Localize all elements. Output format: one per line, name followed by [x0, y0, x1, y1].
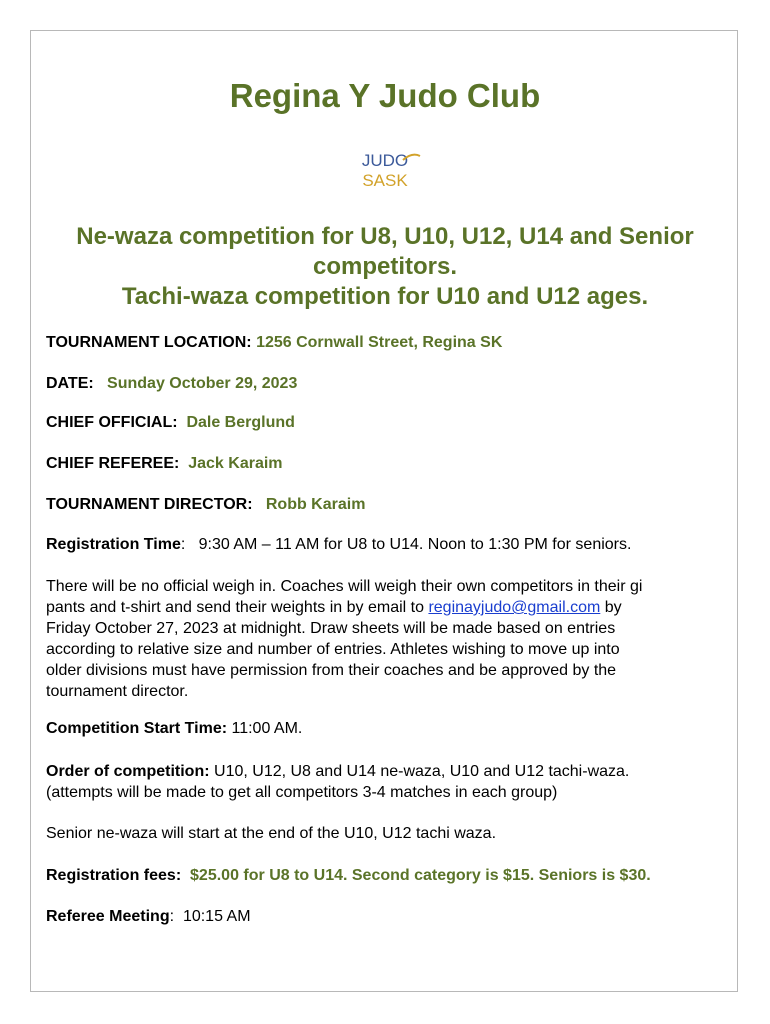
judo-sask-logo [348, 148, 422, 190]
order-line1 [46, 761, 736, 782]
date-label: DATE: [46, 375, 94, 392]
chief-referee-row [46, 453, 283, 474]
headline-line3: Tachi-waza competition for U10 and U12 ages. [121, 283, 649, 310]
location-value: 1256 Cornwall Street, Regina SK [256, 334, 503, 351]
start-time-row [46, 718, 302, 739]
weigh-in-line1: There will be no official weigh in. Coaches will weigh their own competitors in their gi [46, 578, 643, 595]
referee-meeting-row: Referee Meeting: 10:15 AM [46, 908, 251, 925]
fees-value: $25.00 for U8 to U14. Second category is $15. Seniors is $30. [190, 867, 651, 884]
club-title: Regina Y Judo Club [229, 77, 541, 114]
start-time-label: Competition Start Time: [46, 720, 228, 737]
referee-meeting-value: 10:15 AM [182, 908, 251, 925]
headline-line2: competitors. [312, 253, 458, 280]
weigh-in-line3: Friday October 27, 2023 at midnight. Draw sheets will be made based on entries [46, 620, 616, 637]
weigh-in-line4: according to relative size and number of entries. Athletes wishing to move up into [46, 641, 620, 658]
weigh-in-line2-post: by [600, 599, 622, 616]
chief-referee-label: CHIEF REFEREE: [46, 455, 180, 472]
email-link[interactable]: reginayjudo@gmail.com [428, 599, 601, 616]
order-label: Order of competition: [46, 763, 210, 780]
registration-time-row: Registration Time: 9:30 AM – 11 AM for U8 to U14. Noon to 1:30 PM for seniors. [46, 536, 632, 553]
location-row [46, 332, 502, 353]
date-row [46, 373, 297, 394]
start-time-value: 11:00 AM. [231, 720, 303, 737]
director-row [46, 494, 365, 515]
order-paragraph [46, 761, 736, 803]
weigh-in-line6: tournament director. [46, 683, 189, 700]
fees-label: Registration fees: [46, 867, 182, 884]
chief-official-label: CHIEF OFFICIAL: [46, 414, 178, 431]
logo-line2: SASK [362, 171, 408, 190]
fees-row [46, 865, 651, 886]
registration-time-value: 9:30 AM – 11 AM for U8 to U14. Noon to 1:30 PM for seniors. [198, 536, 632, 553]
registration-time-label: Registration Time [46, 536, 181, 553]
chief-official-value: Dale Berglund [186, 414, 295, 431]
chief-official-row [46, 412, 295, 433]
weigh-in-paragraph [46, 576, 736, 702]
date-value: Sunday October 29, 2023 [107, 375, 298, 392]
referee-meeting-label: Referee Meeting [46, 908, 170, 925]
senior-note: Senior ne-waza will start at the end of the U10, U12 tachi waza. [46, 825, 497, 842]
weigh-in-line2 [46, 597, 736, 618]
director-value: Robb Karaim [265, 496, 366, 513]
location-label: TOURNAMENT LOCATION: [46, 334, 252, 351]
order-value: U10, U12, U8 and U14 ne-waza, U10 and U12 tachi-waza. [214, 763, 630, 780]
order-line2: (attempts will be made to get all competitors 3-4 matches in each group) [46, 784, 558, 801]
weigh-in-line2-pre: pants and t-shirt and send their weights in by email to [46, 599, 429, 616]
headline-line1: Ne-waza competition for U8, U10, U12, U14 and Senior [76, 223, 694, 250]
competition-headline [50, 222, 720, 312]
director-label: TOURNAMENT DIRECTOR: [46, 496, 253, 513]
weigh-in-line5: older divisions must have permission from their coaches and be approved by the [46, 662, 617, 679]
logo-line1: JUDO [361, 151, 409, 170]
chief-referee-value: Jack Karaim [188, 455, 283, 472]
